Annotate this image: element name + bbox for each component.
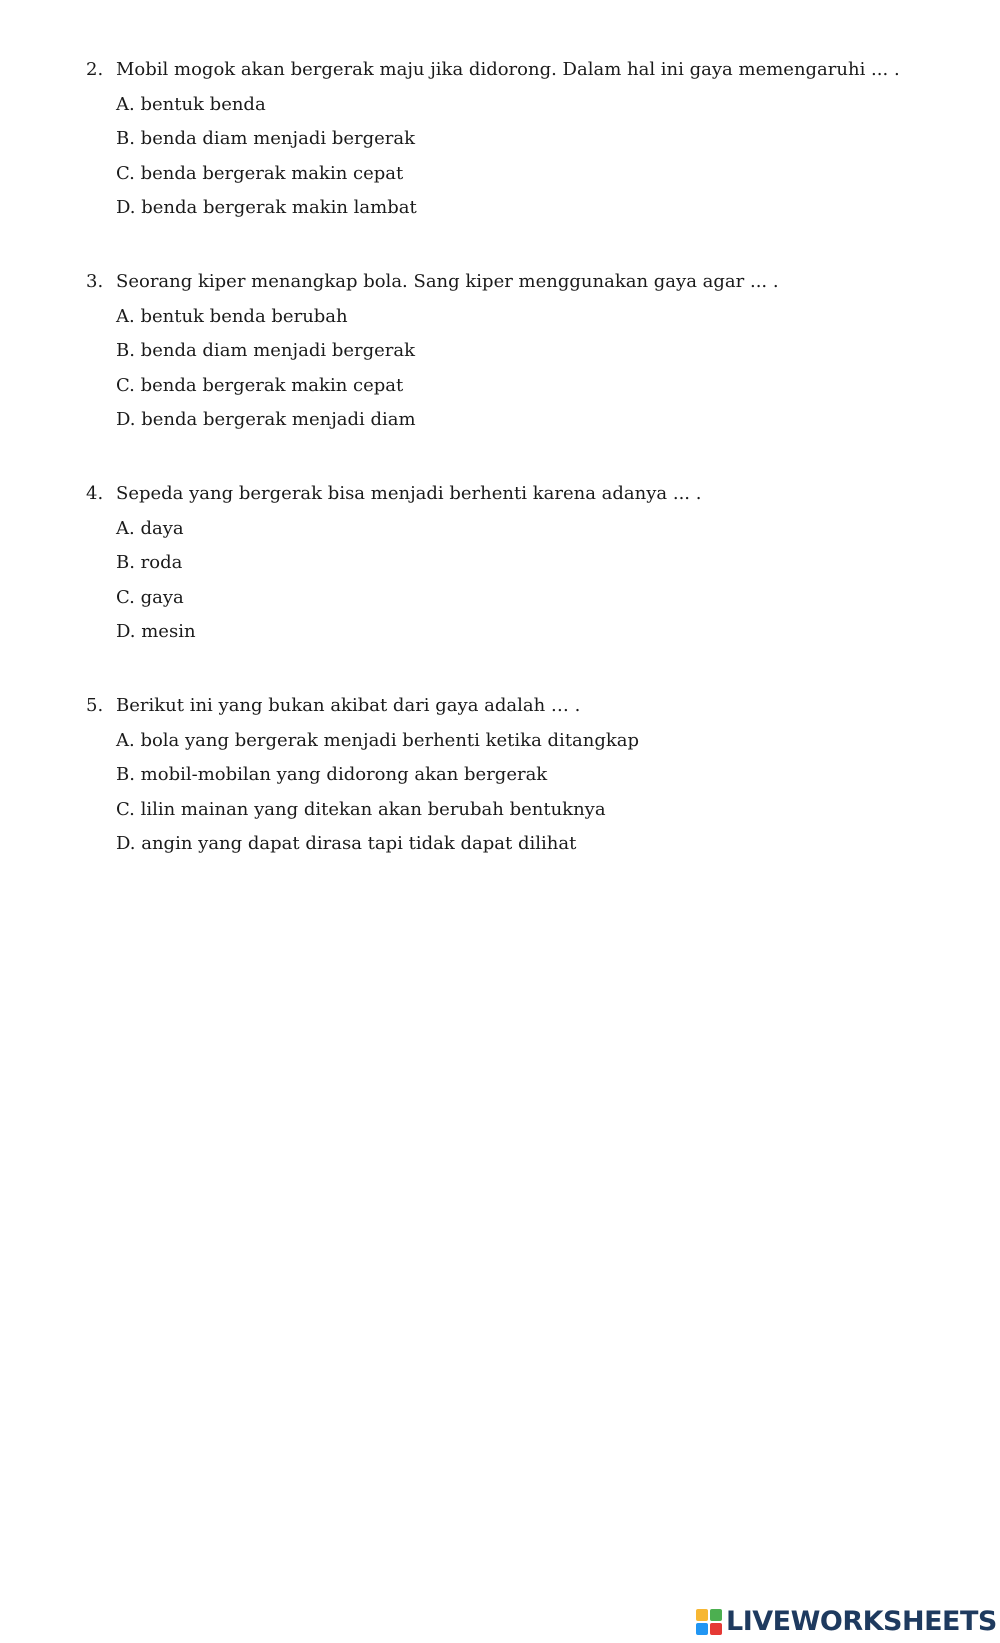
- question-5: [86, 694, 946, 856]
- option-b: B. benda diam menjadi bergerak: [116, 128, 416, 149]
- question-3: [86, 270, 946, 432]
- liveworksheets-brand[interactable]: [696, 1607, 997, 1637]
- option-a: A. daya: [116, 517, 184, 539]
- option-b: B. benda diam menjadi bergerak: [116, 340, 416, 361]
- question-text: Mobil mogok akan bergerak maju jika didorong. Dalam hal ini gaya memengaruhi ... .: [116, 59, 900, 80]
- question-text: Berikut ini yang bukan akibat dari gaya adalah … .: [116, 695, 581, 716]
- option-list: [86, 517, 946, 645]
- option-c: C. benda bergerak makin cepat: [116, 162, 404, 184]
- option-c: C. gaya: [116, 586, 184, 608]
- logo-square-1: [696, 1609, 708, 1621]
- option-b: B. roda: [116, 552, 183, 573]
- option-d: D. angin yang dapat dirasa tapi tidak dapat dilihat: [116, 833, 577, 854]
- brand-wordmark: LIVEWORKSHEETS: [726, 1606, 997, 1637]
- logo-square-4: [710, 1623, 722, 1635]
- question-text: Sepeda yang bergerak bisa menjadi berhenti karena adanya ... .: [116, 483, 702, 504]
- question-2: [86, 58, 946, 220]
- logo-square-2: [710, 1609, 722, 1621]
- option-c: C. benda bergerak makin cepat: [116, 374, 404, 396]
- liveworksheets-logo-icon: [696, 1609, 722, 1635]
- option-b: B. mobil-mobilan yang didorong akan bergerak: [116, 764, 548, 785]
- question-stem: [86, 270, 946, 294]
- option-c: C. lilin mainan yang ditekan akan berubah bentuknya: [116, 798, 606, 820]
- option-d: D. benda bergerak menjadi diam: [116, 409, 416, 430]
- question-stem: [86, 482, 946, 506]
- option-d: D. benda bergerak makin lambat: [116, 197, 417, 218]
- option-a: A. bentuk benda berubah: [116, 305, 348, 327]
- option-a: A. bola yang bergerak menjadi berhenti ketika ditangkap: [116, 729, 640, 751]
- question-number: 5.: [86, 695, 104, 716]
- question-text: Seorang kiper menangkap bola. Sang kiper menggunakan gaya agar ... .: [116, 271, 779, 292]
- option-list: [86, 729, 946, 857]
- question-number: 2.: [86, 59, 104, 80]
- option-d: D. mesin: [116, 621, 196, 642]
- logo-square-3: [696, 1623, 708, 1635]
- question-stem: [86, 694, 946, 718]
- option-list: [86, 93, 946, 221]
- question-4: [86, 482, 946, 644]
- question-number: 3.: [86, 271, 104, 292]
- option-list: [86, 305, 946, 433]
- question-number: 4.: [86, 483, 104, 504]
- option-a: A. bentuk benda: [116, 93, 266, 115]
- question-stem: [86, 58, 946, 82]
